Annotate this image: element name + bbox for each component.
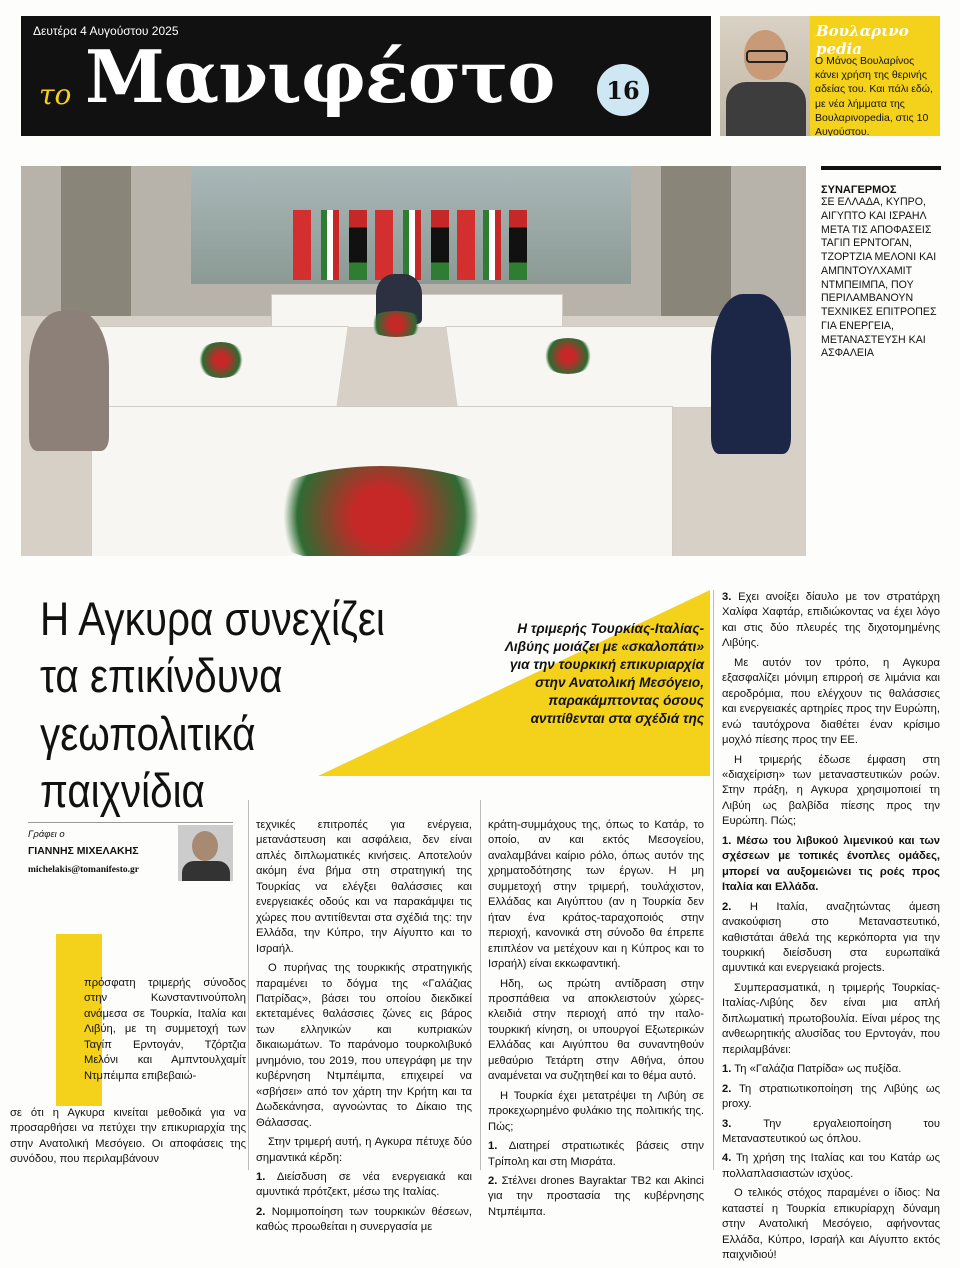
article-column-4	[722, 590, 940, 1268]
list-item: 1. Τη «Γαλάζια Πατρίδα» ως πυξίδα.	[722, 1063, 902, 1076]
summit-photo	[21, 166, 806, 556]
list-item: 1. Διατηρεί στρατιωτικές βάσεις στην Τρίπολη και στη Μισράτα.	[488, 1140, 704, 1168]
byline	[28, 822, 233, 883]
paragraph: κράτη-συμμάχους της, όπως το Κατάρ, το οποίο, αν και εκτός Μεσογείου, αναλαμβάνει καίριο ρόλο, όπως αυτόν της χρηματοδότησης των έργων. Η μη συμμετοχή στην τριμερή, τουλάχιστον, Ελλάδας και Αιγύπτου (αν η Τουρκία δεν ήταν ένα κράτος-ταραχοποιός στην περιοχή, κανονικά στη σύνοδο θα έπρεπε επιπλέον να μετέχουν και η Κύπρος και το Ισραήλ) είναι εκκωφαντική.	[488, 819, 704, 971]
paragraph: Με αυτόν τον τρόπο, η Αγκυρα εξασφαλίζει μόνιμη επιρροή σε λιμάνια και αεροδρόμια, που ελέγχουν τις θαλάσσιες και ενεργειακές αρτηρίες προς την Ευρώπη, ενώ ταυτόχρονα διαθέτει έναν κρίσιμο μοχλό πίεσης προς την ΕΕ.	[722, 656, 940, 747]
paragraph: πρόσφατη τριμερής σύνοδος στην Κωνσταντινούπολη ανάμεσα σε Τουρκία, Ιταλία και Λιβύη, με τη συμμετοχή των Ταγίπ Ερντογάν, Τζόρτζια Μελόνι και Αμπντουλχαμίτ Ντμπέιμπα επιβεβαιώ-	[84, 977, 246, 1082]
list-item: 2. Στέλνει drones Bayraktar TB2 και Akinci για την προστασία της κυβέρνησης Ντμπέιμπα.	[488, 1174, 705, 1218]
article-headline	[40, 590, 401, 819]
list-item: 1. Διείσδυση σε νέα ενεργειακά και αμυντικά πρότζεκτ, μέσω της Ιταλίας.	[256, 1170, 472, 1199]
paragraph: Ο τελικός στόχος παραμένει ο ίδιος: Να καταστεί η Τουρκία επικυρίαρχη δύναμη στην Ανατολική Μεσόγειο, αφήνοντας Ελλάδα, Κύπρο, Ισραήλ και Αίγυπτο εκτός παιχνιδιού!	[722, 1187, 940, 1262]
column-divider	[248, 800, 249, 1170]
list-item: 1. Μέσω του λιβυκού λιμενικού και των σχέσεων με τοπικές ένοπλες ομάδες, μπορεί να αυξομειώνει τις ροές προς Ιταλία και Ελλάδα.	[722, 834, 941, 894]
paragraph: Η Τουρκία έχει μετατρέψει τη Λιβύη σε προκεχωρημένο φυλάκιο της πολιτικής της. Πώς;	[488, 1089, 704, 1133]
headline-line-2: τα επικίνδυνα	[40, 649, 283, 703]
columnist-photo	[720, 16, 810, 136]
paragraph: Ηδη, ως πρώτη αντίδραση στην προσπάθεια να αποκλειστούν χώρες-κλειδιά στην περιοχή από την ιταλο-τουρκική κίνηση, οι υπουργοί Εξωτερικών Ελλάδας και Αιγύπτου θα συναντηθούν μεθαύριο Τετάρτη στην Αθήνα, όπου αναμένεται να συζητηθεί και το θέμα αυτό.	[488, 977, 704, 1083]
paragraph: Ο πυρήνας της τουρκικής στρατηγικής παραμένει το δόγμα της «Γαλάζιας Πατρίδας», βάσει του οποίου διεκδικεί εκτεταμένες θαλάσσιες ζώνες εις βάρος των ελληνικών και κυπριακών δικαιωμάτων. Το παράνομο τουρκολιβυκό μνημόνιο, του 2019, που υπεγράφη με την κυβέρνηση Ντμπέιμπα, επιχειρεί να «σβήσει» από τον χάρτη την Κρήτη και τα Δωδεκάνησα, αγνοώντας το Δίκαιο της Θάλασσας.	[256, 962, 472, 1129]
paragraph: τεχνικές επιτροπές για ενέργεια, μετανάστευση και ασφάλεια, δεν είναι απλές διπλωματικές κινήσεις. Αποτελούν ακόμη ένα βήμα στη στρατηγική της Τουρκίας να ελέγξει θαλάσσιες και ενεργειακές οδούς και να παρακάμψει τις χώρες που αντιτίθενται στα σχέδιά της: την Ελλάδα, την Κύπρο, την Αίγυπτο και το Ισραήλ.	[256, 819, 472, 955]
paragraph: Συμπερασματικά, η τριμερής Τουρκίας-Ιταλίας-Λιβύης δεν είναι μια απλή διπλωματική πρωτοβουλία. Είναι μέρος της ανθεωρητικής αλυσίδας του Ερντογάν, που περιλαμβάνει:	[722, 981, 940, 1056]
masthead	[21, 16, 711, 136]
article-column-2	[256, 818, 472, 1240]
paragraph: Η τριμερής έδωσε έμφαση στη «διαχείριση» των μεταναστευτικών ροών. Στην πράξη, η Αγκυρα χρησιμοποιεί τη Λιβύη ως βαλβίδα πίεσης προς την Ευρώπη. Πώς;	[722, 753, 940, 828]
promo-text: Ο Μάνος Βουλαρίνος κάνει χρήση της θερινής αδείας του. Και πάλι εδώ, με νέα λήμματα της Βουλαρινοpedia, στις 10 Αυγούστου.	[815, 55, 933, 136]
list-item: 3. Εχει ανοίξει δίαυλο με τον στρατάρχη Χαλίφα Χαφτάρ, επιδιώκοντας να έχει λόγο και στις δύο πλευρές της διχοτομημένης Λιβύης.	[722, 591, 941, 650]
author-photo	[178, 825, 233, 881]
newspaper-logo: Μανιφέστο	[85, 34, 555, 119]
caption-kicker: ΣΥΝΑΓΕΡΜΟΣ	[821, 184, 897, 196]
byline-label: Γράφει ο	[28, 829, 65, 840]
author-email[interactable]: michelakis@tomanifesto.gr	[28, 865, 139, 875]
photo-caption	[821, 166, 941, 361]
headline-line-1: Η Αγκυρα συνεχίζει	[40, 592, 385, 645]
columnist-promo[interactable]	[720, 16, 940, 136]
list-item: 3. Την εργαλειοποίηση του Μεταναστευτικού ως όπλου.	[722, 1117, 940, 1145]
promo-label: Βουλαρινο pedia	[816, 22, 909, 58]
paragraph: σε ότι η Αγκυρα κινείται μεθοδικά για να προσαρθήσει να πετύχει την επικυριαρχία της στην Ανατολική Μεσόγειο. Οι αποφάσεις της συνόδου, που περιλαμβάνουν	[10, 1107, 246, 1166]
list-item: 4. Τη χρήση της Ιταλίας και του Κατάρ ως πολλαπλασιαστών ισχύος.	[722, 1152, 940, 1180]
list-item: 2. Τη στρατιωτικοποίηση της Λιβύης ως proxy.	[722, 1082, 941, 1111]
headline-line-3: γεωπολιτικά παιχνίδια	[40, 706, 256, 817]
article-column-3	[488, 818, 704, 1224]
page-number-badge: 16	[597, 64, 649, 116]
issue-date: Δευτέρα 4 Αυγούστου 2025	[33, 24, 179, 38]
column-divider	[480, 800, 481, 1170]
caption-text: ΣΕ ΕΛΛΑΔΑ, ΚΥΠΡΟ, ΑΙΓΥΠΤΟ ΚΑΙ ΙΣΡΑΗΛ ΜΕΤΑ ΤΙΣ ΑΠΟΦΑΣΕΙΣ ΤΑΓΙΠ ΕΡΝΤΟΓΑΝ, ΤΖΟΡΤΖΙΑ ΜΕΛΟΝΙ ΚΑΙ ΑΜΠΝΤΟΥΛΧΑΜΙΤ ΝΤΜΠΕΙΜΠΑ, ΠΟΥ ΠΕΡΙΛΑΜΒΑΝΟΥΝ ΤΕΧΝΙΚΕΣ ΕΠΙΤΡΟΠΕΣ ΓΙΑ ΕΝΕΡΓΕΙΑ, ΜΕΤΑΝΑΣΤΕΥΣΗ ΚΑΙ ΑΣΦΑΛΕΙΑ	[821, 196, 937, 360]
column-divider	[713, 590, 714, 1170]
paragraph: Στην τριμερή αυτή, η Αγκυρα πέτυχε δύο σημαντικά κέρδη:	[256, 1136, 472, 1164]
list-item: 2. Νομιμοποίηση των τουρκικών θέσεων, καθώς προωθείται η συνεργασία με	[256, 1205, 473, 1234]
article-lede: Η τριμερής Τουρκίας-Ιταλίας-Λιβύης μοιάζει με «σκαλοπάτι» για την τουρκική επικυριαρχία στην Ανατολική Μεσόγειο, παρακάμπτοντας όσους αντιτίθενται στα σχέδιά της	[504, 621, 704, 726]
author-name: ΓΙΑΝΝΗΣ ΜΙΧΕΛΑΚΗΣ	[28, 845, 139, 857]
brand-prefix: το	[39, 78, 72, 111]
list-item: 2. Η Ιταλία, αναζητώντας άμεση ανακούφιση στο Μεταναστευτικό, καθιστάται άθελά της κερκόπορτα για την τουρκική διείσδυση στα ευρωπαϊκά αμυντικά και ενεργειακά projects.	[722, 900, 940, 975]
